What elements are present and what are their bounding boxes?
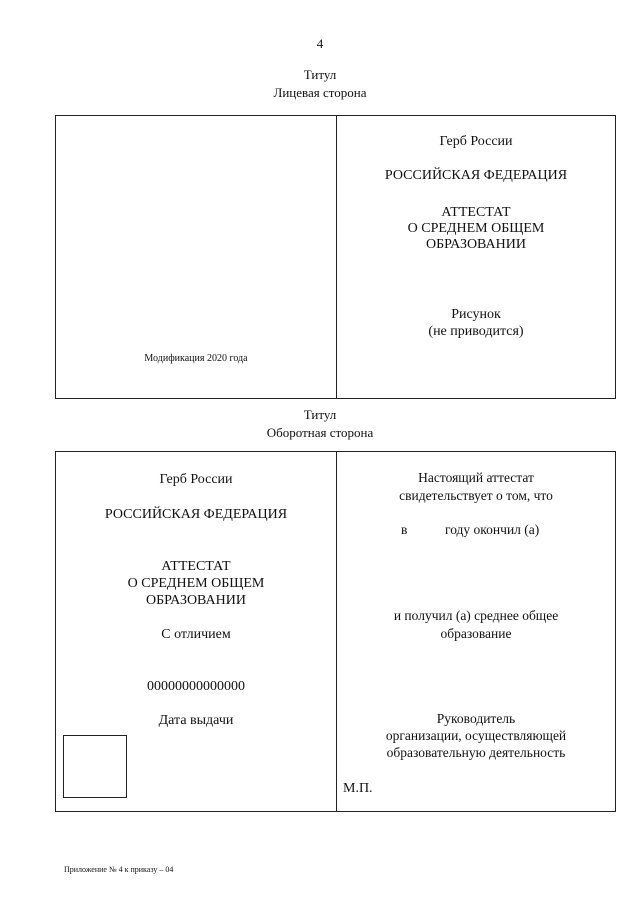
back-title: Титул: [303, 407, 337, 422]
photo-placeholder-box: [63, 735, 127, 798]
back-side-frame: [55, 451, 616, 812]
picture-note-line1: Рисунок: [451, 307, 501, 322]
received-line2: образование: [440, 626, 512, 641]
stamp-place-label: М.П.: [343, 781, 373, 796]
back-country: РОССИЙСКАЯ ФЕДЕРАЦИЯ: [104, 507, 288, 522]
back-doc-title-line1: АТТЕСТАТ: [161, 559, 231, 574]
back-doc-title-line3: ОБРАЗОВАНИИ: [146, 593, 246, 608]
appendix-footer: Приложение № 4 к приказу – 04: [64, 865, 174, 874]
back-coat-of-arms: Герб России: [159, 472, 233, 487]
certifies-line2: свидетельствует о том, что: [399, 488, 553, 503]
page-number: 4: [316, 36, 324, 51]
front-center-divider: [336, 116, 337, 398]
year-suffix: году окончил (а): [445, 522, 540, 537]
front-coat-of-arms: Герб России: [439, 134, 513, 149]
front-side-frame: [55, 115, 616, 399]
honors-label: С отличием: [161, 627, 231, 642]
front-country: РОССИЙСКАЯ ФЕДЕРАЦИЯ: [384, 168, 568, 183]
serial-number: 00000000000000: [147, 679, 245, 694]
back-subtitle: Оборотная сторона: [266, 425, 374, 440]
head-line3: образовательную деятельность: [386, 745, 566, 760]
head-line1: Руководитель: [436, 711, 516, 726]
front-subtitle: Лицевая сторона: [273, 85, 367, 100]
issue-date-label: Дата выдачи: [158, 713, 234, 728]
certifies-line1: Настоящий аттестат: [418, 470, 534, 485]
back-doc-title-line2: О СРЕДНЕМ ОБЩЕМ: [127, 576, 265, 591]
year-prefix: в: [401, 522, 408, 537]
received-line1: и получил (а) среднее общее: [393, 608, 559, 623]
front-doc-title-line3: ОБРАЗОВАНИИ: [426, 237, 526, 252]
front-doc-title-line2: О СРЕДНЕМ ОБЩЕМ: [407, 221, 545, 236]
front-doc-title-line1: АТТЕСТАТ: [441, 205, 511, 220]
front-title: Титул: [303, 67, 337, 82]
modification-label: Модификация 2020 года: [144, 353, 248, 364]
head-line2: организации, осуществляющей: [385, 728, 567, 743]
picture-note-line2: (не приводится): [428, 324, 524, 339]
